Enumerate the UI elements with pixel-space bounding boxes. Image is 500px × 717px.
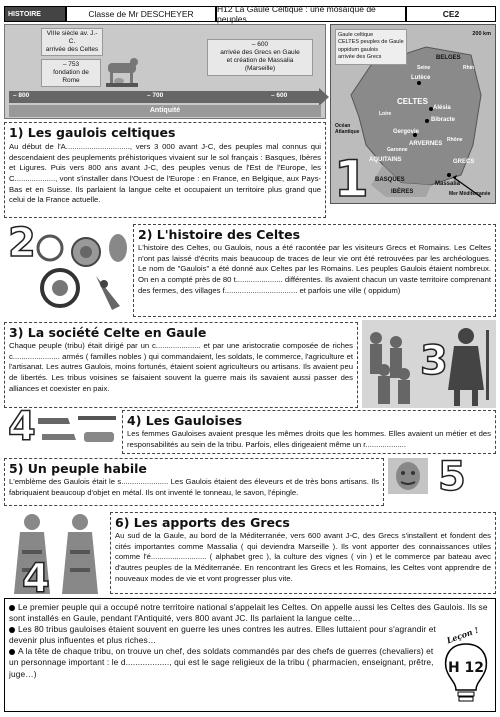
section-2 bbox=[133, 224, 496, 317]
lesson-title: H12 La Gaule Celtique : une mosaïque de peuples bbox=[216, 6, 406, 22]
lesson-summary bbox=[4, 598, 496, 712]
lesson-badge bbox=[440, 624, 492, 706]
timeline-event-label: arrivée des Grecs en Gaule bbox=[220, 49, 300, 57]
she-wolf-statue-icon bbox=[105, 53, 139, 89]
timeline-event-date: VIIIe siècle av. J.-C. bbox=[46, 30, 98, 46]
timeline-event-date: – 753 bbox=[62, 61, 80, 68]
timeline-bar bbox=[9, 91, 321, 103]
timeline-event-label: arrivée des Celtes bbox=[45, 46, 99, 54]
map-label: IBÈRES bbox=[391, 189, 414, 195]
map-label: BASQUES bbox=[375, 177, 405, 183]
section-4-number: 4 bbox=[8, 404, 36, 450]
map-label: Mer Méditerranée bbox=[449, 191, 491, 197]
map-label: Lutèce bbox=[411, 75, 431, 81]
timeline-event-celtes bbox=[41, 28, 103, 56]
timeline-event-grecs bbox=[207, 39, 313, 76]
timeline-event-label: (Marseille) bbox=[244, 65, 276, 73]
section-3 bbox=[4, 322, 358, 408]
section-6 bbox=[110, 512, 496, 594]
tick-label: – 800 bbox=[13, 92, 30, 99]
section-2-text: L'histoire des Celtes, ou Gaulois, nous a été racontée par les visiteurs Grecs et Romains. Les Celtes n'ont pas laissé d'écrits mais beaucoup de traces de leur vie ont été retrouvées par les archéologues. Le nom de "Gaulois" a été donné aux Celtes par les Romains. Les peuples Gaulois étaient nombreux. On en a compté près de 80 t...................... différentes. Ils avaient chacun un vaste territoire comprenant des fermes, des villages f.................................. et parfois une ville ( oppidum) bbox=[138, 243, 491, 295]
bullet-icon bbox=[9, 605, 15, 611]
section-6-title: 6) Les apports des Grecs bbox=[115, 515, 290, 530]
section-2-number: 2 bbox=[8, 220, 36, 266]
gaulish-jewelry-icon bbox=[34, 226, 130, 312]
map-scale: 200 km bbox=[472, 31, 491, 37]
era-label: Antiquité bbox=[9, 105, 321, 117]
section-4-title: 4) Les Gauloises bbox=[127, 413, 243, 428]
section-6-number: 4 bbox=[22, 556, 50, 602]
map-label: Rhin bbox=[463, 65, 475, 71]
header-bar bbox=[4, 6, 496, 22]
arrow-right-icon bbox=[319, 88, 329, 106]
map-label: Rhône bbox=[447, 137, 463, 143]
lesson-badge-code: H 12 bbox=[447, 660, 485, 676]
map-label: ARVERNES bbox=[409, 141, 443, 147]
legend-item: arrivée des Grecs bbox=[338, 54, 382, 61]
map-label: Bibracte bbox=[431, 117, 456, 123]
map-label: Gergovie bbox=[393, 129, 420, 135]
section-4-text: Les femmes Gauloises avaient presque les mêmes droits que les hommes. Elles avaient un métier et des responsabilités au sein de la tribu. Parfois, elles dirigeaient même un r................... bbox=[127, 429, 491, 449]
timeline-event-label: et création de Massalia bbox=[226, 57, 294, 65]
teacher-label: Classe de Mr DESCHEYER bbox=[66, 6, 216, 22]
section-1-title: 1) Les gaulois celtiques bbox=[9, 125, 176, 140]
legend-item: oppidum gaulois bbox=[338, 46, 379, 53]
section-1 bbox=[4, 122, 326, 218]
summary-paragraph-3 bbox=[9, 646, 437, 679]
map-label: Seine bbox=[417, 65, 431, 71]
gaulish-head-coin-icon bbox=[388, 458, 428, 494]
timeline-event-rome bbox=[41, 59, 101, 87]
timeline bbox=[4, 24, 326, 119]
map-label: BELGES bbox=[436, 55, 461, 61]
summary-text: Les 80 tribus gauloises étaient souvent en guerre les unes contres les autres. Elles luttaient pour s'agrandir et devenir plus influentes et plus riches… bbox=[9, 624, 436, 646]
section-5-number: 5 bbox=[438, 454, 466, 500]
legend-item: CELTES peuples de Gaule bbox=[338, 39, 404, 46]
section-4 bbox=[122, 410, 496, 454]
map-label: GRECS bbox=[453, 159, 475, 165]
legend-item: Gaule celtique bbox=[338, 32, 374, 38]
map-label: CELTES bbox=[397, 97, 428, 106]
section-5-title: 5) Un peuple habile bbox=[9, 461, 147, 476]
bullet-icon bbox=[9, 627, 15, 633]
section-1-number: 1 bbox=[334, 150, 369, 208]
lesson-badge-top: Leçon ! bbox=[445, 624, 480, 646]
summary-paragraph-1 bbox=[9, 602, 495, 624]
tick-label: – 600 bbox=[271, 92, 288, 99]
map-label: AQUITAINS bbox=[369, 157, 402, 163]
summary-paragraph-2 bbox=[9, 624, 437, 646]
section-3-title: 3) La société Celte en Gaule bbox=[9, 325, 207, 340]
section-5 bbox=[4, 458, 384, 506]
map-legend bbox=[335, 29, 407, 65]
subject-label: HISTOIRE bbox=[4, 6, 66, 22]
map-label: Garonne bbox=[387, 147, 408, 153]
section-6-text: Au sud de la Gaule, au bord de la Méditerranée, vers 600 avant J-C, des Grecs s'installent et fondent des cités importantes comme Massalia ( qui deviendra Marseille ). Ils vont apporter des connaissances utiles comme l'é.......................... ( alphabet grec ), la culture des vignes ( vin ) et le commerce par bateau avec d'autres peuples de la Méditerranée. En rencontrant les Grecs et les Romains, les Celtes vont apprendre de nouveaux modes de vie et vont progresser plus vite. bbox=[115, 531, 491, 583]
tick-label: – 700 bbox=[147, 92, 164, 99]
timeline-event-label: fondation de Rome bbox=[53, 69, 89, 85]
section-1-text: Au début de l'A.............................., vers 3 000 avant J-C, des peuples mal connus qui descendaient des peuplements préhistoriques vivaient sur le sol français : Basques, Ibères et Ligures. Puis vers 800 ans avant J-C, des peuples venus de l'Est de l'Europe, les C..................., vont s'installer dans l'Ouest de l'Europe : en France, en Belgique, aux Pays-Bas et en Suisse. Ils parlaient la langue celte et occupaient un territoire plus grand que celui de la France actuelle. bbox=[9, 142, 321, 205]
section-3-text: Chaque peuple (tribu) était dirigé par un c..................... et par une aristocratie composée de riches c...................... armés ( familles nobles ) qui commandaient, les soldats, le commerce, l'agriculture et l'artisanat. Les autres Gaulois, moins fortunés, étaient soient agriculteurs ou artisans. Ils avaient peu de libertés. Les tribus voisines se faisaient souvent la guerre mais ils savaient aussi passer des alliances et coexister en paix. bbox=[9, 341, 353, 393]
section-2-title: 2) L'histoire des Celtes bbox=[138, 227, 301, 242]
section-5-text: L'emblème des Gaulois était le s...................... Les Gaulois étaient des éleveurs et de très bons artisans. Ils fabriquaient beaucoup d'objet en métal. Ils ont inventé le tonneau, le savon, l'épingle. bbox=[9, 477, 379, 497]
map-label: Massalia bbox=[435, 181, 461, 187]
gaulish-tools-icon bbox=[34, 410, 120, 450]
section-3-number: 3 bbox=[420, 338, 448, 384]
map-label: Loire bbox=[379, 111, 392, 117]
summary-text: Le premier peuple qui a occupé notre territoire national s'appelait les Celtes. On appelle aussi les Celtes des Gaulois. Ils se sont installés en Gaule, pendant l'Antiquité, vers 800 avant JC. Ils parlaient la langue celte… bbox=[9, 602, 488, 624]
summary-text: A la tête de chaque tribu, on trouve un chef, des soldats commandés par des chefs de guerres (chevaliers) et un personnage important : le d.................., qui est le sage religieux de la tribu ( pharmacien, enseignant, prêtre, juge…) bbox=[9, 646, 434, 679]
map-label: Alésia bbox=[433, 105, 451, 111]
timeline-event-date: – 600 bbox=[251, 41, 269, 48]
bullet-icon bbox=[9, 649, 15, 655]
map-label: Océan Atlantique bbox=[335, 123, 360, 135]
level-label: CE2 bbox=[406, 6, 496, 22]
